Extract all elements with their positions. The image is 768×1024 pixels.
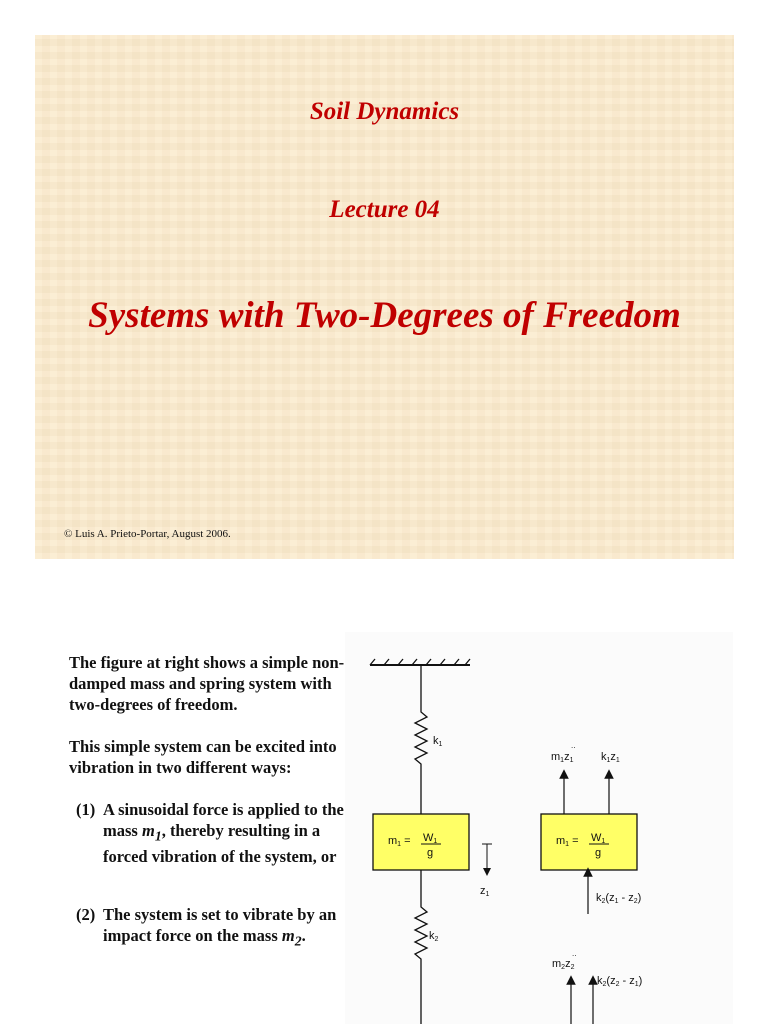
gravity-g: g [595,847,602,859]
acceleration-dots: .. [571,741,576,750]
free-body-m1-label: m1 = [556,835,579,848]
free-body-m1-weight: W1 [591,832,606,845]
fixed-support [370,659,470,665]
spring-k2-label: k2 [429,930,439,943]
inertia-force-2-label: m2z2 [552,958,575,971]
excitation-paragraph: This simple system can be excited into vibration in two different ways: [69,737,337,777]
spring-force-2-label: k2(z1 - z2) [596,892,642,905]
list-item-number: (2) [76,905,96,924]
lecture-number: Lecture 04 [329,196,440,223]
spring-force-3-label: k2(z2 - z1) [597,975,643,988]
list-item-number: (1) [76,800,96,819]
spring-k2 [415,870,427,1024]
inertia-force-1-label: m1z1 [551,751,574,764]
title-slide [35,35,734,559]
course-title: Soil Dynamics [309,98,460,125]
spring-mass-diagram [345,632,733,1024]
mass-m1-label: m1 = [388,835,411,848]
spring-k1-label: k1 [433,735,443,748]
list-item-text: The system is set to vibrate by an impact force on the mass $m_2$. [103,905,337,949]
mass-m1-weight: W1 [423,832,438,845]
list-item-text: A sinusoidal force is applied to the mass $m_1$, thereby resulting in a forced vibration of the system, or [103,800,344,867]
gravity-g: g [427,847,434,859]
displacement-z1-label: z1 [480,885,490,898]
spring-k1 [415,665,427,814]
copyright-notice: © Luis A. Prieto-Portar, August 2006. [64,528,231,540]
lecture-title: Systems with Two-Degrees of Freedom [88,295,681,336]
intro-paragraph: The figure at right shows a simple non-damped mass and spring system with two-degrees of freedom. [69,653,345,714]
acceleration-dots: .. [572,949,577,958]
spring-force-1-label: k1z1 [601,751,620,764]
